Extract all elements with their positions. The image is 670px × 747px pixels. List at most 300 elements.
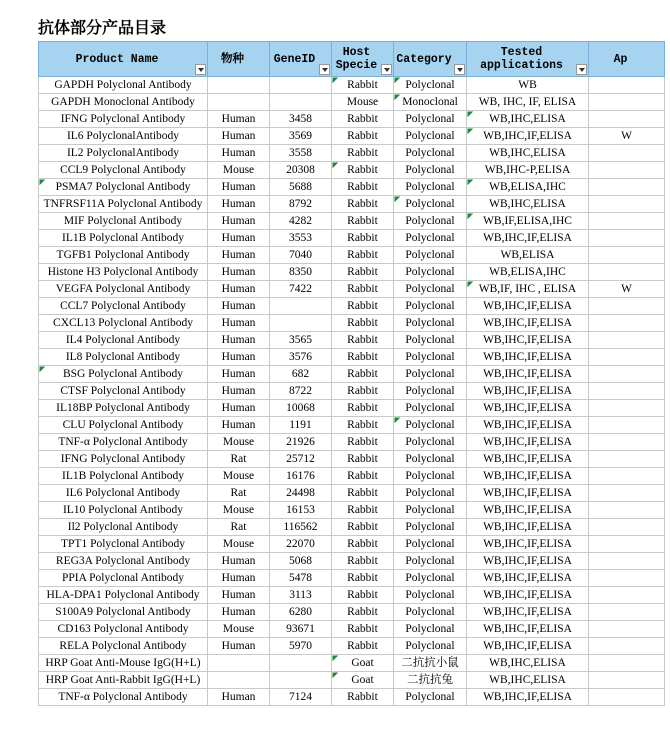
cell-tested-applications[interactable]: WB,IHC,IF,ELISA <box>467 383 589 400</box>
cell-species[interactable]: Mouse <box>208 468 270 485</box>
cell-tested-applications[interactable]: WB,ELISA,IHC <box>467 264 589 281</box>
cell-geneid[interactable]: 682 <box>270 366 332 383</box>
cell-host-specie[interactable]: Goat <box>332 655 394 672</box>
cell-geneid[interactable]: 21926 <box>270 434 332 451</box>
cell-tested-applications[interactable]: WB,IHC,ELISA <box>467 111 589 128</box>
cell-host-specie[interactable]: Rabbit <box>332 264 394 281</box>
cell-applications-truncated[interactable] <box>589 94 665 111</box>
cell-applications-truncated[interactable] <box>589 162 665 179</box>
cell-category[interactable]: Polyclonal <box>394 604 467 621</box>
cell-geneid[interactable]: 24498 <box>270 485 332 502</box>
cell-applications-truncated[interactable] <box>589 638 665 655</box>
table-row <box>39 570 665 587</box>
cell-species[interactable]: Human <box>208 400 270 417</box>
cell-tested-applications[interactable]: WB,IHC,IF,ELISA <box>467 366 589 383</box>
cell-applications-truncated[interactable] <box>589 604 665 621</box>
cell-applications-truncated[interactable]: W <box>589 128 665 145</box>
cell-applications-truncated[interactable] <box>589 672 665 689</box>
cell-geneid[interactable] <box>270 77 332 94</box>
cell-category[interactable]: Polyclonal <box>394 502 467 519</box>
cell-geneid[interactable]: 22070 <box>270 536 332 553</box>
cell-product-name[interactable]: TNF-α Polyclonal Antibody <box>39 434 208 451</box>
cell-host-specie[interactable]: Rabbit <box>332 230 394 247</box>
table-body <box>39 77 665 706</box>
cell-species[interactable]: Human <box>208 298 270 315</box>
cell-species[interactable]: Human <box>208 689 270 706</box>
cell-tested-applications[interactable]: WB,IHC,IF,ELISA <box>467 434 589 451</box>
table-row <box>39 366 665 383</box>
cell-applications-truncated[interactable] <box>589 502 665 519</box>
cell-geneid[interactable]: 7040 <box>270 247 332 264</box>
cell-geneid[interactable] <box>270 298 332 315</box>
cell-category[interactable]: 二抗抗小鼠 <box>394 655 467 672</box>
cell-species[interactable]: Mouse <box>208 621 270 638</box>
cell-product-name[interactable]: IL1B Polyclonal Antibody <box>39 230 208 247</box>
cell-geneid[interactable]: 5688 <box>270 179 332 196</box>
cell-product-name[interactable]: TGFB1 Polyclonal Antibody <box>39 247 208 264</box>
cell-host-specie[interactable]: Rabbit <box>332 349 394 366</box>
cell-tested-applications[interactable]: WB, IHC, IF, ELISA <box>467 94 589 111</box>
cell-category[interactable]: Polyclonal <box>394 417 467 434</box>
cell-species[interactable]: Human <box>208 213 270 230</box>
column-header-geneid[interactable] <box>270 42 332 77</box>
table-row <box>39 179 665 196</box>
cell-species[interactable]: Human <box>208 230 270 247</box>
cell-host-specie[interactable]: Rabbit <box>332 689 394 706</box>
cell-species[interactable]: Human <box>208 196 270 213</box>
cell-product-name[interactable]: IL18BP Polyclonal Antibody <box>39 400 208 417</box>
cell-geneid[interactable]: 5970 <box>270 638 332 655</box>
cell-geneid[interactable]: 3558 <box>270 145 332 162</box>
cell-tested-applications[interactable]: WB,IF, IHC , ELISA <box>467 281 589 298</box>
cell-host-specie[interactable]: Goat <box>332 672 394 689</box>
cell-geneid[interactable]: 16153 <box>270 502 332 519</box>
filter-dropdown-icon[interactable] <box>319 64 330 75</box>
cell-applications-truncated[interactable] <box>589 230 665 247</box>
table-row <box>39 162 665 179</box>
cell-category[interactable]: Polyclonal <box>394 179 467 196</box>
cell-applications-truncated[interactable] <box>589 621 665 638</box>
cell-category[interactable]: Polyclonal <box>394 485 467 502</box>
cell-product-name[interactable]: RELA Polyclonal Antibody <box>39 638 208 655</box>
cell-tested-applications[interactable]: WB,IHC,IF,ELISA <box>467 689 589 706</box>
cell-applications-truncated[interactable] <box>589 264 665 281</box>
cell-geneid[interactable]: 3458 <box>270 111 332 128</box>
cell-product-name[interactable]: REG3A Polyclonal Antibody <box>39 553 208 570</box>
cell-host-specie[interactable]: Rabbit <box>332 247 394 264</box>
cell-tested-applications[interactable]: WB,IHC,ELISA <box>467 672 589 689</box>
cell-species[interactable] <box>208 672 270 689</box>
cell-category[interactable]: Polyclonal <box>394 570 467 587</box>
cell-tested-applications[interactable]: WB,IHC,IF,ELISA <box>467 604 589 621</box>
cell-host-specie[interactable]: Rabbit <box>332 604 394 621</box>
cell-category[interactable]: Polyclonal <box>394 366 467 383</box>
cell-tested-applications[interactable]: WB,IHC,IF,ELISA <box>467 519 589 536</box>
table-row <box>39 468 665 485</box>
cell-product-name[interactable]: TNFRSF11A Polyclonal Antibody <box>39 196 208 213</box>
cell-species[interactable]: Rat <box>208 485 270 502</box>
cell-product-name[interactable]: IL2 PolyclonalAntibody <box>39 145 208 162</box>
cell-applications-truncated[interactable] <box>589 587 665 604</box>
cell-species[interactable]: Human <box>208 247 270 264</box>
cell-category[interactable]: Polyclonal <box>394 230 467 247</box>
cell-geneid[interactable] <box>270 672 332 689</box>
cell-tested-applications[interactable]: WB,IHC,IF,ELISA <box>467 485 589 502</box>
cell-applications-truncated[interactable] <box>589 298 665 315</box>
cell-applications-truncated[interactable] <box>589 570 665 587</box>
table-row <box>39 655 665 672</box>
cell-geneid[interactable]: 6280 <box>270 604 332 621</box>
cell-host-specie[interactable]: Rabbit <box>332 400 394 417</box>
cell-geneid[interactable] <box>270 94 332 111</box>
cell-product-name[interactable]: CD163 Polyclonal Antibody <box>39 621 208 638</box>
cell-geneid[interactable] <box>270 315 332 332</box>
table-row <box>39 145 665 162</box>
cell-species[interactable]: Human <box>208 145 270 162</box>
cell-category[interactable]: Polyclonal <box>394 349 467 366</box>
cell-product-name[interactable]: HRP Goat Anti-Rabbit IgG(H+L) <box>39 672 208 689</box>
cell-applications-truncated[interactable] <box>589 689 665 706</box>
cell-geneid[interactable]: 25712 <box>270 451 332 468</box>
cell-species[interactable]: Human <box>208 383 270 400</box>
cell-applications-truncated[interactable] <box>589 77 665 94</box>
table-row <box>39 519 665 536</box>
cell-category[interactable]: Polyclonal <box>394 451 467 468</box>
cell-geneid[interactable]: 5478 <box>270 570 332 587</box>
cell-species[interactable]: Human <box>208 332 270 349</box>
cell-tested-applications[interactable]: WB,IHC,ELISA <box>467 196 589 213</box>
filter-dropdown-icon[interactable] <box>381 64 392 75</box>
cell-geneid[interactable]: 3113 <box>270 587 332 604</box>
cell-category[interactable]: Polyclonal <box>394 536 467 553</box>
cell-geneid[interactable]: 10068 <box>270 400 332 417</box>
cell-applications-truncated[interactable] <box>589 417 665 434</box>
cell-tested-applications[interactable]: WB,IHC,IF,ELISA <box>467 587 589 604</box>
cell-species[interactable]: Human <box>208 179 270 196</box>
cell-host-specie[interactable]: Mouse <box>332 94 394 111</box>
cell-tested-applications[interactable]: WB,IHC,IF,ELISA <box>467 230 589 247</box>
cell-product-name[interactable]: TPT1 Polyclonal Antibody <box>39 536 208 553</box>
cell-product-name[interactable]: BSG Polyclonal Antibody <box>39 366 208 383</box>
cell-category[interactable]: Polyclonal <box>394 247 467 264</box>
cell-applications-truncated[interactable] <box>589 400 665 417</box>
cell-host-specie[interactable]: Rabbit <box>332 298 394 315</box>
cell-species[interactable]: Human <box>208 638 270 655</box>
cell-tested-applications[interactable]: WB,IHC,IF,ELISA <box>467 451 589 468</box>
cell-tested-applications[interactable]: WB,IHC,IF,ELISA <box>467 536 589 553</box>
cell-product-name[interactable]: HRP Goat Anti-Mouse IgG(H+L) <box>39 655 208 672</box>
cell-host-specie[interactable]: Rabbit <box>332 553 394 570</box>
column-header-label: Product Name <box>75 52 159 66</box>
column-header-label: GeneID <box>273 52 316 66</box>
page-title: 抗体部分产品目录 <box>38 18 167 37</box>
cell-host-specie[interactable]: Rabbit <box>332 162 394 179</box>
cell-geneid[interactable]: 8350 <box>270 264 332 281</box>
cell-tested-applications[interactable]: WB,IHC,IF,ELISA <box>467 128 589 145</box>
cell-tested-applications[interactable]: WB,ELISA <box>467 247 589 264</box>
table-row <box>39 77 665 94</box>
cell-product-name[interactable]: IL10 Polyclonal Antibody <box>39 502 208 519</box>
cell-host-specie[interactable]: Rabbit <box>332 145 394 162</box>
column-header-species[interactable] <box>208 42 270 77</box>
cell-product-name[interactable]: Histone H3 Polyclonal Antibody <box>39 264 208 281</box>
table-row <box>39 689 665 706</box>
cell-applications-truncated[interactable] <box>589 366 665 383</box>
cell-tested-applications[interactable]: WB,IHC,IF,ELISA <box>467 315 589 332</box>
cell-applications-truncated[interactable] <box>589 332 665 349</box>
cell-host-specie[interactable]: Rabbit <box>332 213 394 230</box>
cell-host-specie[interactable]: Rabbit <box>332 281 394 298</box>
cell-geneid[interactable]: 93671 <box>270 621 332 638</box>
cell-species[interactable]: Human <box>208 111 270 128</box>
cell-geneid[interactable] <box>270 655 332 672</box>
cell-species[interactable]: Mouse <box>208 162 270 179</box>
table-row <box>39 400 665 417</box>
cell-geneid[interactable]: 1191 <box>270 417 332 434</box>
table-row <box>39 264 665 281</box>
cell-category[interactable]: Polyclonal <box>394 468 467 485</box>
column-header-host-specie[interactable] <box>332 42 394 77</box>
cell-species[interactable]: Rat <box>208 451 270 468</box>
column-header-label: Ap <box>613 52 628 66</box>
cell-category[interactable]: Polyclonal <box>394 315 467 332</box>
cell-species[interactable]: Human <box>208 553 270 570</box>
cell-category[interactable]: Polyclonal <box>394 638 467 655</box>
cell-host-specie[interactable]: Rabbit <box>332 383 394 400</box>
cell-product-name[interactable]: CLU Polyclonal Antibody <box>39 417 208 434</box>
cell-tested-applications[interactable]: WB,IHC,IF,ELISA <box>467 349 589 366</box>
cell-product-name[interactable]: MIF Polyclonal Antibody <box>39 213 208 230</box>
cell-category[interactable]: Polyclonal <box>394 621 467 638</box>
cell-applications-truncated[interactable]: W <box>589 281 665 298</box>
cell-species[interactable]: Human <box>208 366 270 383</box>
cell-geneid[interactable]: 8722 <box>270 383 332 400</box>
cell-applications-truncated[interactable] <box>589 655 665 672</box>
cell-category[interactable]: Polyclonal <box>394 553 467 570</box>
cell-product-name[interactable]: IL8 Polyclonal Antibody <box>39 349 208 366</box>
table-row <box>39 230 665 247</box>
cell-category[interactable]: Polyclonal <box>394 145 467 162</box>
cell-category[interactable]: Polyclonal <box>394 77 467 94</box>
cell-species[interactable] <box>208 77 270 94</box>
cell-category[interactable]: Polyclonal <box>394 196 467 213</box>
filter-dropdown-icon[interactable] <box>576 64 587 75</box>
cell-category[interactable]: Polyclonal <box>394 162 467 179</box>
cell-product-name[interactable]: GAPDH Polyclonal Antibody <box>39 77 208 94</box>
cell-host-specie[interactable]: Rabbit <box>332 502 394 519</box>
cell-category[interactable]: Polyclonal <box>394 587 467 604</box>
cell-host-specie[interactable]: Rabbit <box>332 536 394 553</box>
cell-tested-applications[interactable]: WB,IHC,IF,ELISA <box>467 298 589 315</box>
cell-product-name[interactable]: CXCL13 Polyclonal Antibody <box>39 315 208 332</box>
cell-tested-applications[interactable]: WB,IHC,ELISA <box>467 655 589 672</box>
cell-product-name[interactable]: S100A9 Polyclonal Antibody <box>39 604 208 621</box>
cell-product-name[interactable]: IL6 Polyclonal Antibody <box>39 485 208 502</box>
cell-host-specie[interactable]: Rabbit <box>332 77 394 94</box>
filter-dropdown-icon[interactable] <box>454 64 465 75</box>
cell-host-specie[interactable]: Rabbit <box>332 621 394 638</box>
cell-host-specie[interactable]: Rabbit <box>332 485 394 502</box>
column-header-label: Category <box>396 52 452 66</box>
cell-category[interactable]: Polyclonal <box>394 111 467 128</box>
cell-tested-applications[interactable]: WB,IHC,IF,ELISA <box>467 417 589 434</box>
cell-tested-applications[interactable]: WB,IHC,IF,ELISA <box>467 502 589 519</box>
cell-category[interactable]: Polyclonal <box>394 400 467 417</box>
cell-category[interactable]: Polyclonal <box>394 689 467 706</box>
cell-species[interactable]: Human <box>208 128 270 145</box>
cell-geneid[interactable]: 16176 <box>270 468 332 485</box>
cell-species[interactable]: Human <box>208 587 270 604</box>
cell-applications-truncated[interactable] <box>589 315 665 332</box>
table-row <box>39 638 665 655</box>
cell-category[interactable]: Polyclonal <box>394 128 467 145</box>
cell-species[interactable]: Human <box>208 604 270 621</box>
cell-species[interactable]: Human <box>208 417 270 434</box>
cell-species[interactable] <box>208 94 270 111</box>
cell-tested-applications[interactable]: WB,IHC,IF,ELISA <box>467 621 589 638</box>
cell-category[interactable]: Polyclonal <box>394 332 467 349</box>
cell-category[interactable]: Polyclonal <box>394 298 467 315</box>
cell-species[interactable]: Human <box>208 315 270 332</box>
cell-product-name[interactable]: IFNG Polyclonal Antibody <box>39 111 208 128</box>
cell-species[interactable]: Mouse <box>208 536 270 553</box>
cell-geneid[interactable]: 8792 <box>270 196 332 213</box>
cell-applications-truncated[interactable] <box>589 349 665 366</box>
cell-applications-truncated[interactable] <box>589 179 665 196</box>
cell-host-specie[interactable]: Rabbit <box>332 111 394 128</box>
filter-dropdown-icon[interactable] <box>195 64 206 75</box>
cell-category[interactable]: Polyclonal <box>394 383 467 400</box>
cell-geneid[interactable]: 3576 <box>270 349 332 366</box>
cell-host-specie[interactable]: Rabbit <box>332 587 394 604</box>
cell-geneid[interactable]: 3565 <box>270 332 332 349</box>
cell-applications-truncated[interactable] <box>589 519 665 536</box>
cell-host-specie[interactable]: Rabbit <box>332 434 394 451</box>
cell-product-name[interactable]: PPIA Polyclonal Antibody <box>39 570 208 587</box>
column-header-product-name[interactable] <box>39 42 208 77</box>
cell-applications-truncated[interactable] <box>589 247 665 264</box>
cell-applications-truncated[interactable] <box>589 553 665 570</box>
cell-applications-truncated[interactable] <box>589 383 665 400</box>
cell-tested-applications[interactable]: WB,IHC,IF,ELISA <box>467 468 589 485</box>
cell-product-name[interactable]: Il2 Polyclonal Antibody <box>39 519 208 536</box>
cell-category[interactable]: Polyclonal <box>394 281 467 298</box>
cell-category[interactable]: Polyclonal <box>394 519 467 536</box>
cell-host-specie[interactable]: Rabbit <box>332 417 394 434</box>
cell-tested-applications[interactable]: WB,ELISA,IHC <box>467 179 589 196</box>
table-row <box>39 128 665 145</box>
cell-geneid[interactable]: 7422 <box>270 281 332 298</box>
cell-host-specie[interactable]: Rabbit <box>332 128 394 145</box>
cell-tested-applications[interactable]: WB,IHC,IF,ELISA <box>467 332 589 349</box>
cell-product-name[interactable]: PSMA7 Polyclonal Antibody <box>39 179 208 196</box>
column-header-label: Tested applications <box>480 46 563 72</box>
cell-tested-applications[interactable]: WB <box>467 77 589 94</box>
cell-product-name[interactable]: IFNG Polyclonal Antibody <box>39 451 208 468</box>
table-row <box>39 434 665 451</box>
cell-tested-applications[interactable]: WB,IHC,IF,ELISA <box>467 553 589 570</box>
cell-category[interactable]: Monoclonal <box>394 94 467 111</box>
cell-applications-truncated[interactable] <box>589 111 665 128</box>
cell-tested-applications[interactable]: WB,IHC,IF,ELISA <box>467 570 589 587</box>
cell-product-name[interactable]: HLA-DPA1 Polyclonal Antibody <box>39 587 208 604</box>
cell-species[interactable]: Mouse <box>208 434 270 451</box>
cell-applications-truncated[interactable] <box>589 145 665 162</box>
cell-geneid[interactable]: 3569 <box>270 128 332 145</box>
table-row <box>39 604 665 621</box>
cell-category[interactable]: Polyclonal <box>394 434 467 451</box>
table-row <box>39 672 665 689</box>
column-header-category[interactable] <box>394 42 467 77</box>
cell-host-specie[interactable]: Rabbit <box>332 315 394 332</box>
cell-geneid[interactable]: 5068 <box>270 553 332 570</box>
cell-geneid[interactable]: 116562 <box>270 519 332 536</box>
cell-species[interactable]: Human <box>208 264 270 281</box>
cell-product-name[interactable]: TNF-α Polyclonal Antibody <box>39 689 208 706</box>
cell-tested-applications[interactable]: WB,IF,ELISA,IHC <box>467 213 589 230</box>
cell-species[interactable]: Human <box>208 570 270 587</box>
cell-species[interactable] <box>208 655 270 672</box>
cell-host-specie[interactable]: Rabbit <box>332 179 394 196</box>
cell-category[interactable]: Polyclonal <box>394 264 467 281</box>
cell-geneid[interactable]: 3553 <box>270 230 332 247</box>
table-row <box>39 485 665 502</box>
spreadsheet-grid[interactable] <box>38 41 632 703</box>
cell-product-name[interactable]: VEGFA Polyclonal Antibody <box>39 281 208 298</box>
cell-applications-truncated[interactable] <box>589 536 665 553</box>
cell-host-specie[interactable]: Rabbit <box>332 638 394 655</box>
cell-geneid[interactable]: 7124 <box>270 689 332 706</box>
cell-applications-truncated[interactable] <box>589 196 665 213</box>
cell-product-name[interactable]: CTSF Polyclonal Antibody <box>39 383 208 400</box>
cell-product-name[interactable]: CCL7 Polyclonal Antibody <box>39 298 208 315</box>
cell-host-specie[interactable]: Rabbit <box>332 519 394 536</box>
cell-species[interactable]: Rat <box>208 519 270 536</box>
cell-applications-truncated[interactable] <box>589 434 665 451</box>
cell-product-name[interactable]: IL1B Polyclonal Antibody <box>39 468 208 485</box>
cell-geneid[interactable]: 20308 <box>270 162 332 179</box>
cell-applications-truncated[interactable] <box>589 451 665 468</box>
cell-applications-truncated[interactable] <box>589 213 665 230</box>
cell-species[interactable]: Human <box>208 281 270 298</box>
cell-geneid[interactable]: 4282 <box>270 213 332 230</box>
cell-applications-truncated[interactable] <box>589 468 665 485</box>
cell-category[interactable]: Polyclonal <box>394 213 467 230</box>
cell-product-name[interactable]: CCL9 Polyclonal Antibody <box>39 162 208 179</box>
cell-species[interactable]: Human <box>208 349 270 366</box>
cell-product-name[interactable]: IL4 Polyclonal Antibody <box>39 332 208 349</box>
cell-tested-applications[interactable]: WB,IHC,ELISA <box>467 145 589 162</box>
cell-product-name[interactable]: GAPDH Monoclonal Antibody <box>39 94 208 111</box>
cell-product-name[interactable]: IL6 PolyclonalAntibody <box>39 128 208 145</box>
cell-tested-applications[interactable]: WB,IHC-P,ELISA <box>467 162 589 179</box>
column-header-label: Host Specie <box>335 46 378 72</box>
cell-tested-applications[interactable]: WB,IHC,IF,ELISA <box>467 400 589 417</box>
cell-applications-truncated[interactable] <box>589 485 665 502</box>
cell-host-specie[interactable]: Rabbit <box>332 196 394 213</box>
cell-host-specie[interactable]: Rabbit <box>332 366 394 383</box>
cell-host-specie[interactable]: Rabbit <box>332 570 394 587</box>
column-header-applications-truncated[interactable] <box>589 42 665 77</box>
column-header-tested-applications[interactable] <box>467 42 589 77</box>
cell-host-specie[interactable]: Rabbit <box>332 468 394 485</box>
cell-category[interactable]: 二抗抗兔 <box>394 672 467 689</box>
cell-species[interactable]: Mouse <box>208 502 270 519</box>
cell-tested-applications[interactable]: WB,IHC,IF,ELISA <box>467 638 589 655</box>
cell-host-specie[interactable]: Rabbit <box>332 332 394 349</box>
cell-host-specie[interactable]: Rabbit <box>332 451 394 468</box>
table-row <box>39 94 665 111</box>
